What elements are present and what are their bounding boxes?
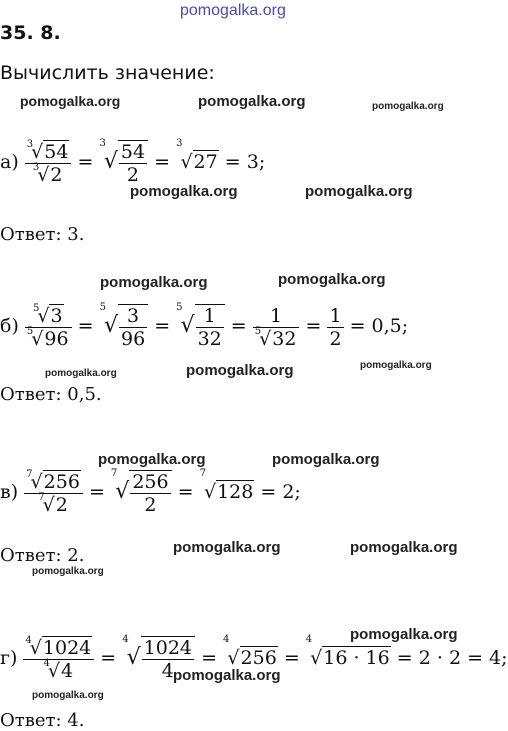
result: = 0,5; [349,315,409,337]
watermark: pomogalka.org [45,368,117,379]
answer-d: Ответ: 4. [0,710,85,731]
problem-number: 35. 8. [0,22,61,44]
big-root-fraction: $\frac{1024}{4}$ [141,636,195,682]
result: = 2; [260,481,301,503]
letter: г) [0,647,18,669]
answer-a: Ответ: 3. [0,224,85,245]
equation-a: а) $\frac{^3√54}{^3√2}$ = $^3$√ $\frac{54}{2}$ = $^3$√27 = 3; [0,138,266,186]
fraction: $\frac{^5√3}{^5√96}$ [25,305,72,350]
watermark: pomogalka.org [130,183,238,200]
big-root-fraction: $\frac{3}{96}$ [118,304,148,350]
watermark: pomogalka.org [173,539,281,556]
equation-d: г) $\frac{^4√1024}{^4√4}$ = $^4$√ $\frac{1024}{4}$ = $^4$√256 = $^4$√16 · 16 = 2 · 2 = 4; [0,634,508,682]
instruction: Вычислить значение: [0,62,215,84]
watermark-top: pomogalka.org [180,2,286,19]
watermark: pomogalka.org [32,566,104,577]
fraction: $\frac{^3√54}{^3√2}$ [25,141,72,186]
result: = 3; [224,151,266,173]
watermark: pomogalka.org [98,451,206,468]
fraction: $\frac{1}{2}$ [329,304,342,350]
watermark: pomogalka.org [278,271,386,288]
watermark: pomogalka.org [32,690,104,701]
watermark: pomogalka.org [198,93,306,110]
equation-b: б) $\frac{^5√3}{^5√96}$ = $^5$√ $\frac{3}{96}$ = $^5$√ $\frac{1}{32}$ = $\frac{1}{^5√32}$ = $\frac{1}{2}$ = 0,5; [0,302,409,350]
result: = 2 · 2 = 4; [396,647,508,669]
letter: а) [0,151,19,173]
watermark: pomogalka.org [372,101,444,112]
big-root-fraction: $\frac{256}{2}$ [129,470,171,516]
watermark: pomogalka.org [100,274,208,291]
watermark: pomogalka.org [20,93,121,109]
watermark: pomogalka.org [350,539,458,556]
answer-c: Ответ: 2. [0,545,85,566]
watermark: pomogalka.org [305,183,413,200]
watermark: pomogalka.org [360,360,432,371]
fraction: $\frac{^4√1024}{^4√4}$ [23,637,94,682]
fraction: $\frac{^7√256}{^7√2}$ [24,471,83,516]
letter: в) [0,481,19,503]
watermark: pomogalka.org [186,362,294,379]
equation-c: в) $\frac{^7√256}{^7√2}$ = $^7$√ $\frac{256}{2}$ = $^7$√128 = 2; [0,468,301,516]
letter: б) [0,315,19,337]
big-root-fraction: $\frac{54}{2}$ [118,140,148,186]
watermark: pomogalka.org [173,667,281,684]
big-root-fraction: $\frac{1}{32}$ [195,304,225,350]
answer-b: Ответ: 0,5. [0,384,102,405]
watermark: pomogalka.org [272,451,380,468]
fraction: $\frac{1}{^5√32}$ [253,305,300,350]
watermark: pomogalka.org [350,626,458,643]
